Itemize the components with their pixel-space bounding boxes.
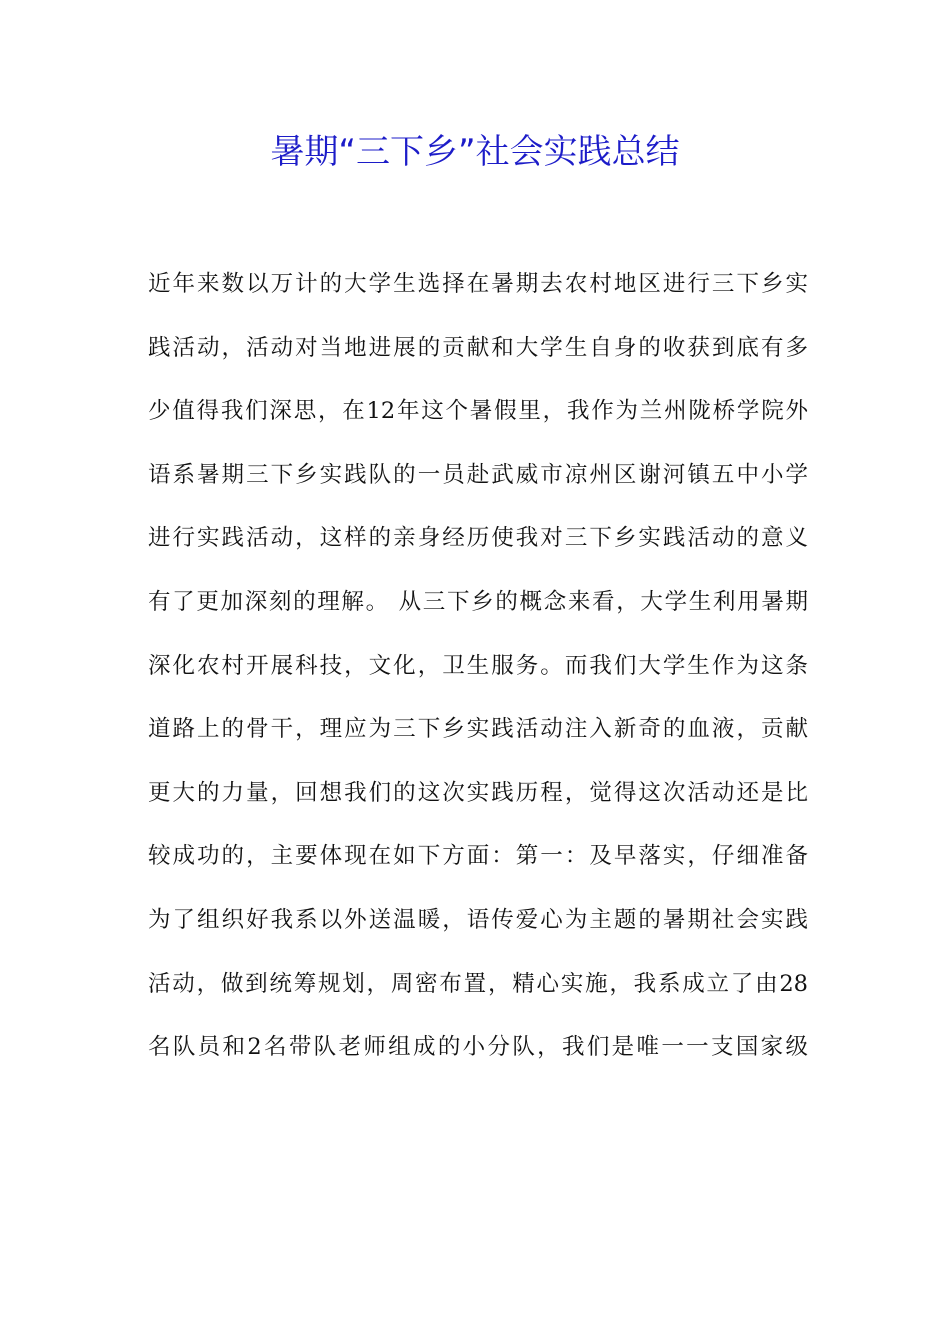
body-line: 名队员和2名带队老师组成的小分队，我们是唯一一支国家级 — [148, 1034, 808, 1061]
body-line: 近年来数以万计的大学生选择在暑期去农村地区进行三下乡实 — [148, 271, 808, 297]
body-line: 践活动，活动对当地进展的贡献和大学生自身的收获到底有多 — [148, 334, 808, 361]
body-line: 为了组织好我系以外送温暖，语传爱心为主题的暑期社会实践 — [148, 906, 808, 933]
document-body — [148, 258, 808, 1085]
body-line: 语系暑期三下乡实践队的一员赴武威市凉州区谢河镇五中小学 — [148, 461, 808, 488]
body-line: 进行实践活动，这样的亲身经历使我对三下乡实践活动的意义 — [148, 525, 808, 552]
body-line: 道路上的骨干，理应为三下乡实践活动注入新奇的血液，贡献 — [148, 716, 808, 743]
body-line: 有了更加深刻的理解。 从三下乡的概念来看，大学生利用暑期 — [148, 588, 808, 615]
body-line: 更大的力量，回想我们的这次实践历程，觉得这次活动还是比 — [148, 779, 808, 806]
body-line: 活动，做到统筹规划，周密布置，精心实施，我系成立了由28 — [148, 970, 808, 997]
body-line: 深化农村开展科技，文化，卫生服务。而我们大学生作为这条 — [148, 652, 808, 679]
body-line: 较成功的，主要体现在如下方面：第一：及早落实，仔细准备 — [148, 843, 808, 870]
document-title: 暑期“三下乡”社会实践总结 — [270, 132, 680, 172]
body-line: 少值得我们深思，在12年这个暑假里，我作为兰州陇桥学院外 — [148, 398, 808, 425]
